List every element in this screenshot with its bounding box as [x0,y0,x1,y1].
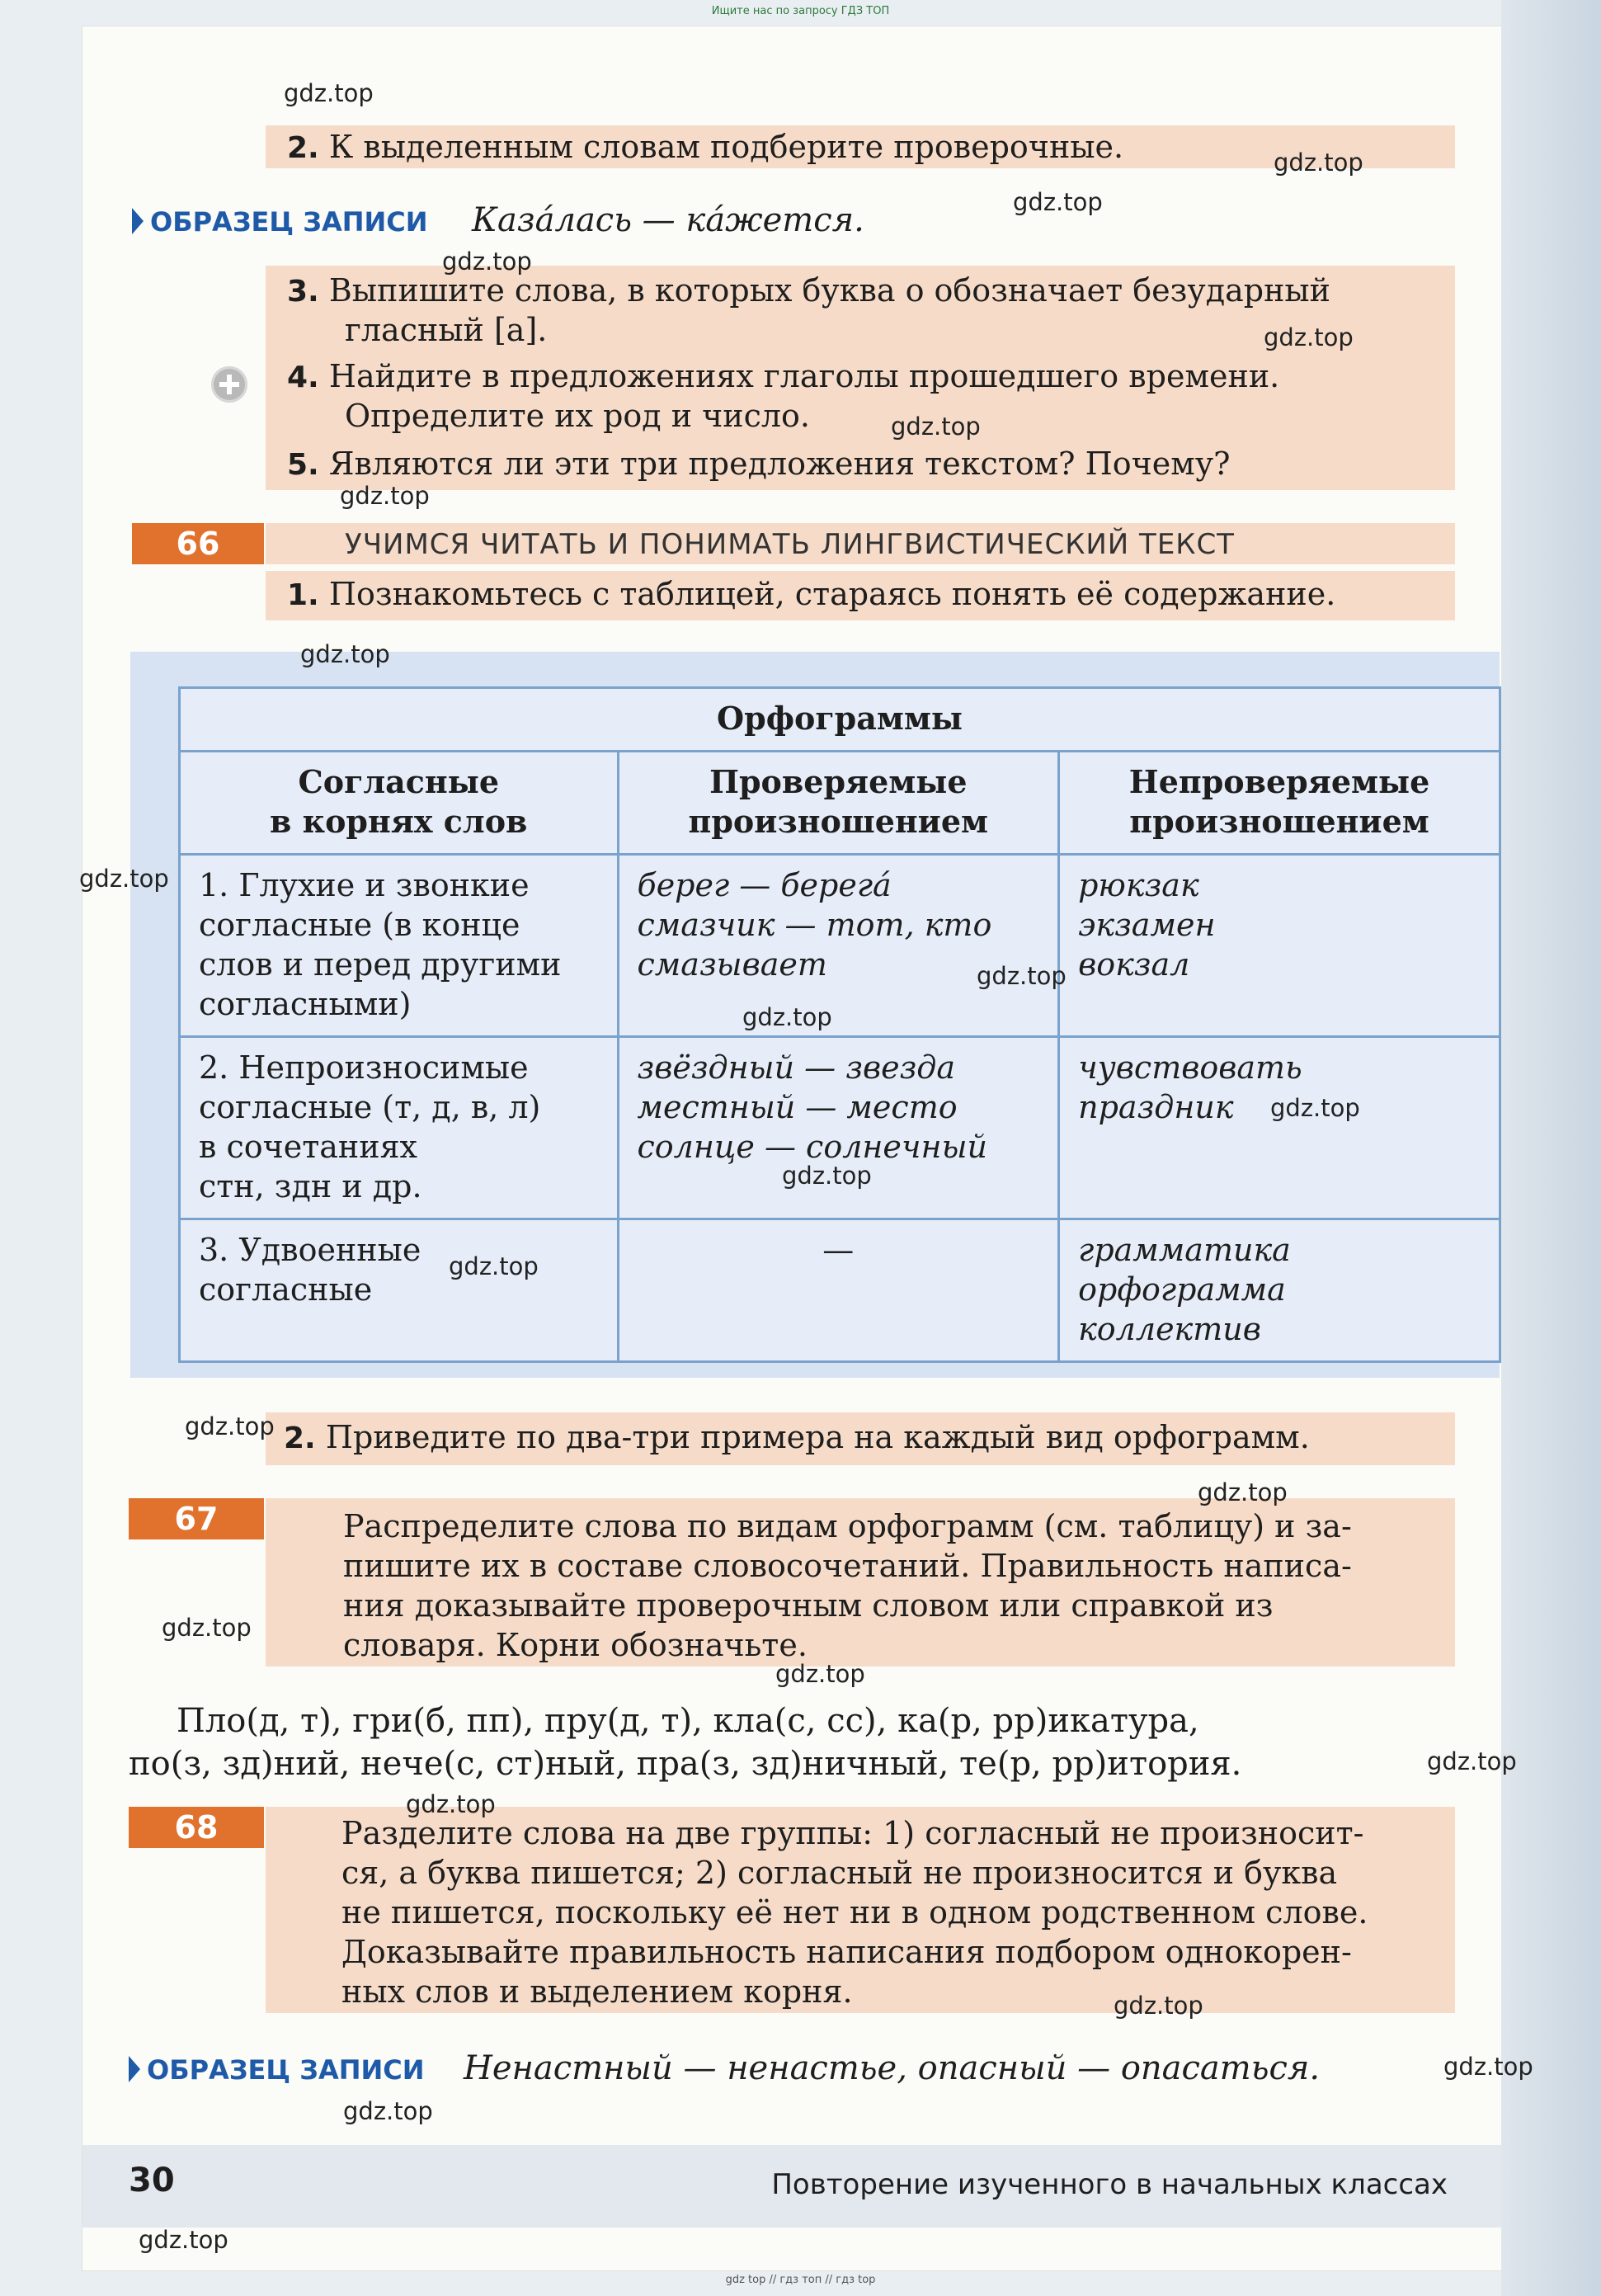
table-cell: рюкзак экзамен вокзал [1059,855,1500,1037]
watermark: gdz.top [442,248,532,276]
watermark: gdz.top [284,79,374,107]
ex68-line: Разделите слова на две группы: 1) согласный не произносит- [341,1815,1364,1851]
table-row [180,855,1500,1037]
task-item-2: 2. К выделенным словам подберите проверочные. [287,129,1124,165]
watermark: gdz.top [1198,1478,1288,1506]
table-cell: грамматика орфограмма коллектив [1059,1219,1500,1362]
ex67-line: ния доказывайте проверочным словом или справкой из [343,1587,1274,1624]
watermark: gdz.top [139,2226,228,2254]
table-row [180,1219,1500,1362]
watermark: gdz.top [891,413,981,441]
table-row [180,1037,1500,1219]
table-cell: чувствовать праздник [1059,1037,1500,1219]
ex66-item-2: 2. Приведите по два-три примера на каждый вид орфограмм. [284,1419,1310,1455]
watermark: gdz.top [300,640,390,668]
task-item-3: 3. Выпишите слова, в которых буква о обозначает безударный [287,272,1330,309]
ex67-words: по(з, зд)ний, нече(с, ст)ный, пра(з, зд)ничный, те(р, рр)итория. [129,1745,1242,1783]
watermark: gdz.top [1443,2053,1533,2081]
ex67-words: Пло(д, т), гри(б, пп), пру(д, т), кла(с, сс), ка(р, рр)икатура, [177,1702,1199,1740]
table-cell: 2. Непроизносимые согласные (т, д, в, л) в сочетаниях стн, здн и др. [180,1037,619,1219]
watermark: gdz.top [977,962,1067,990]
watermark: gdz.top [1270,1094,1360,1122]
watermark: gdz.top [449,1252,539,1280]
watermark: gdz.top [185,1412,275,1440]
table-header-col3: Непроверяемые произношением [1059,752,1500,855]
sample-label: ОБРАЗЕЦ ЗАПИСИ [132,206,428,238]
table-cell: берег — берегá смазчик — тот, кто смазывает [618,855,1059,1037]
watermark: gdz.top [782,1162,872,1190]
table-cell: звёздный — звезда местный — место солнце — солнечный [618,1037,1059,1219]
ex68-line: ся, а буква пишется; 2) согласный не произносится и буква [341,1855,1338,1891]
exercise-number-68: 68 [129,1807,264,1848]
sample-label: ОБРАЗЕЦ ЗАПИСИ [129,2054,425,2086]
task-item-3-cont: гласный [а]. [345,312,548,348]
ex68-line: Доказывайте правильность написания подбором однокорен- [341,1934,1352,1970]
ex67-line: словаря. Корни обозначьте. [343,1627,808,1663]
table-cell: 3. Удвоенные согласные [180,1219,619,1362]
watermark: gdz.top [1274,149,1363,177]
plus-icon [211,366,247,403]
table-header-col1: Согласные в корнях слов [180,752,619,855]
watermark: gdz.top [1427,1747,1517,1775]
exercise-number-67: 67 [129,1498,264,1539]
sample-text: Казáлась — кáжется. [472,201,864,239]
arrow-icon [129,2056,140,2082]
page-number: 30 [129,2162,175,2199]
watermark: gdz.top [406,1790,496,1818]
exercise-number-66: 66 [132,523,264,564]
watermark: gdz.top [1114,1992,1203,2020]
table-header-col2: Проверяемые произношением [618,752,1059,855]
watermark: gdz.top [79,865,169,893]
ex66-item-1: 1. Познакомьтесь с таблицей, стараясь понять её содержание. [287,576,1336,612]
top-note: Ищите нас по запросу ГДЗ ТОП [711,5,890,17]
watermark: gdz.top [343,2097,433,2125]
task-item-5: 5. Являются ли эти три предложения текстом? Почему? [287,446,1231,482]
watermark: gdz.top [775,1660,865,1688]
table-title: Орфограммы [180,688,1500,752]
exercise-heading: УЧИМСЯ ЧИТАТЬ И ПОНИМАТЬ ЛИНГВИСТИЧЕСКИЙ ТЕКСТ [345,528,1235,561]
table-cell: — [618,1219,1059,1362]
ex68-line: ных слов и выделением корня. [341,1973,853,2010]
task-item-4-cont: Определите их род и число. [345,398,810,434]
bottom-note: gdz top // гдз топ // гдз top [725,2274,876,2286]
arrow-icon [132,208,144,234]
task-item-4: 4. Найдите в предложениях глаголы прошедшего времени. [287,358,1280,394]
ex67-line: пишите их в составе словосочетаний. Правильность написа- [343,1548,1352,1584]
watermark: gdz.top [1013,188,1103,216]
table-cell: 1. Глухие и звонкие согласные (в конце слов и перед другими согласными) [180,855,619,1037]
watermark: gdz.top [742,1003,832,1031]
ex68-line: не пишется, поскольку её нет ни в одном родственном слове. [341,1894,1368,1931]
watermark: gdz.top [340,482,430,510]
watermark: gdz.top [1264,323,1354,351]
watermark: gdz.top [162,1614,252,1642]
page-edge [1501,0,1601,2296]
footer-title: Повторение изученного в начальных классах [771,2168,1448,2201]
sample-text: Ненастный — ненастье, опасный — опасаться. [464,2049,1321,2087]
orthogram-table [178,686,1501,1363]
ex67-line: Распределите слова по видам орфограмм (см. таблицу) и за- [343,1508,1352,1544]
